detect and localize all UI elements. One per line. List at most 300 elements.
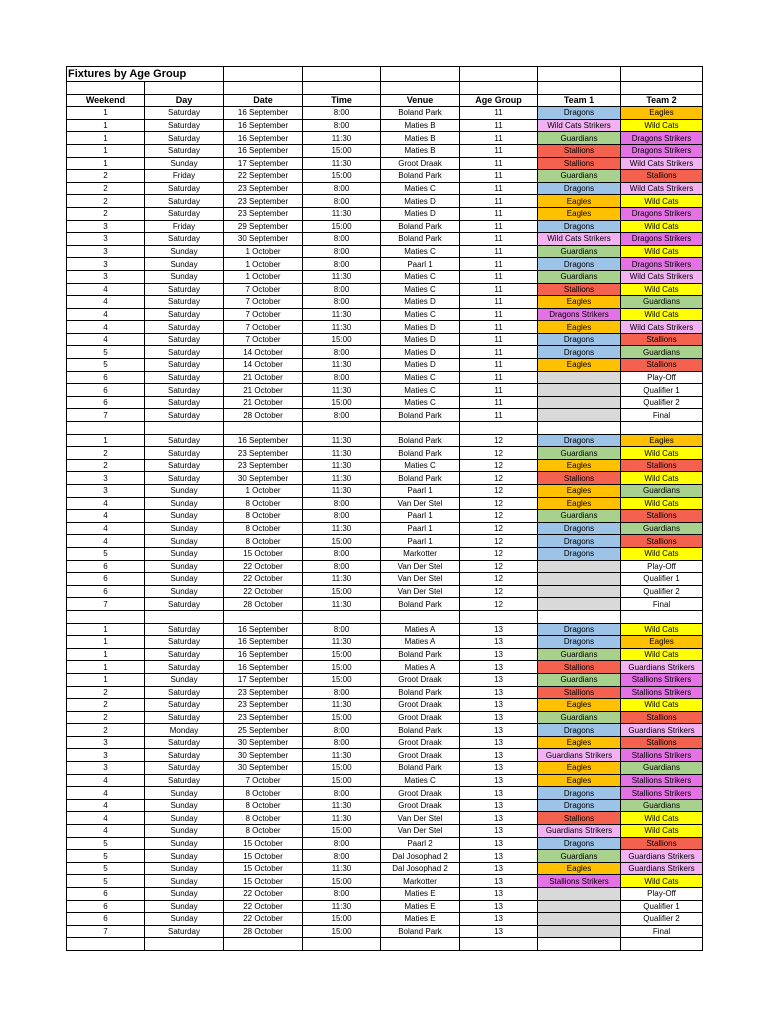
time-cell[interactable]: 8:00 — [303, 371, 381, 384]
weekend-cell[interactable]: 3 — [67, 258, 145, 271]
venue-cell[interactable]: Maties E — [381, 900, 460, 913]
age-group-cell[interactable]: 11 — [460, 409, 538, 422]
day-cell[interactable]: Sunday — [145, 812, 224, 825]
team-2-cell[interactable]: Guardians — [621, 346, 703, 359]
weekend-cell[interactable]: 4 — [67, 825, 145, 838]
cell[interactable] — [460, 610, 538, 623]
team-2-cell[interactable]: Wild Cats — [621, 812, 703, 825]
team-1-cell[interactable]: Guardians — [538, 711, 621, 724]
weekend-cell[interactable]: 1 — [67, 119, 145, 132]
team-2-cell[interactable]: Stallions — [621, 459, 703, 472]
team-2-cell[interactable]: Wild Cats Strikers — [621, 270, 703, 283]
venue-cell[interactable]: Boland Park — [381, 598, 460, 611]
team-1-cell[interactable]: Guardians — [538, 170, 621, 183]
venue-cell[interactable]: Maties D — [381, 296, 460, 309]
time-cell[interactable]: 11:30 — [303, 157, 381, 170]
weekend-cell[interactable]: 4 — [67, 283, 145, 296]
weekend-cell[interactable]: 5 — [67, 346, 145, 359]
day-cell[interactable]: Saturday — [145, 308, 224, 321]
day-cell[interactable]: Saturday — [145, 371, 224, 384]
venue-cell[interactable]: Van Der Stel — [381, 812, 460, 825]
day-cell[interactable]: Saturday — [145, 107, 224, 120]
team-2-cell[interactable]: Wild Cats Strikers — [621, 182, 703, 195]
time-cell[interactable]: 8:00 — [303, 283, 381, 296]
age-group-cell[interactable]: 11 — [460, 157, 538, 170]
age-group-cell[interactable]: 13 — [460, 812, 538, 825]
weekend-cell[interactable]: 4 — [67, 321, 145, 334]
date-cell[interactable]: 30 September — [224, 749, 303, 762]
day-cell[interactable]: Saturday — [145, 144, 224, 157]
venue-cell[interactable]: Paarl 1 — [381, 522, 460, 535]
time-cell[interactable]: 15:00 — [303, 925, 381, 938]
team-1-cell[interactable] — [538, 888, 621, 901]
cell[interactable] — [538, 610, 621, 623]
venue-cell[interactable]: Boland Park — [381, 220, 460, 233]
cell[interactable] — [621, 67, 703, 82]
team-1-cell[interactable]: Stallions — [538, 144, 621, 157]
venue-cell[interactable]: Paarl 1 — [381, 258, 460, 271]
venue-cell[interactable]: Van Der Stel — [381, 560, 460, 573]
venue-cell[interactable]: Boland Park — [381, 170, 460, 183]
weekend-cell[interactable]: 4 — [67, 787, 145, 800]
team-1-cell[interactable]: Guardians — [538, 850, 621, 863]
age-group-cell[interactable]: 13 — [460, 888, 538, 901]
team-1-cell[interactable]: Dragons — [538, 434, 621, 447]
team-1-cell[interactable]: Guardians — [538, 447, 621, 460]
date-cell[interactable]: 1 October — [224, 245, 303, 258]
weekend-cell[interactable]: 7 — [67, 409, 145, 422]
time-cell[interactable]: 8:00 — [303, 547, 381, 560]
team-2-cell[interactable]: Stallions — [621, 736, 703, 749]
weekend-cell[interactable]: 3 — [67, 220, 145, 233]
venue-cell[interactable]: Dal Josophad 2 — [381, 862, 460, 875]
date-cell[interactable]: 28 October — [224, 925, 303, 938]
day-cell[interactable]: Saturday — [145, 472, 224, 485]
date-cell[interactable]: 22 October — [224, 585, 303, 598]
venue-cell[interactable]: Maties A — [381, 623, 460, 636]
team-2-cell[interactable]: Stallions Strikers — [621, 673, 703, 686]
venue-cell[interactable]: Dal Josophad 2 — [381, 850, 460, 863]
venue-cell[interactable]: Maties B — [381, 119, 460, 132]
day-cell[interactable]: Saturday — [145, 648, 224, 661]
day-cell[interactable]: Saturday — [145, 296, 224, 309]
team-1-cell[interactable]: Wild Cats Strikers — [538, 119, 621, 132]
team-2-cell[interactable]: Wild Cats — [621, 119, 703, 132]
date-cell[interactable]: 25 September — [224, 724, 303, 737]
weekend-cell[interactable]: 7 — [67, 598, 145, 611]
time-cell[interactable]: 11:30 — [303, 447, 381, 460]
cell[interactable] — [381, 422, 460, 435]
day-cell[interactable]: Saturday — [145, 321, 224, 334]
age-group-cell[interactable]: 12 — [460, 573, 538, 586]
cell[interactable] — [621, 422, 703, 435]
venue-cell[interactable]: Maties C — [381, 245, 460, 258]
team-1-cell[interactable]: Dragons — [538, 636, 621, 649]
day-cell[interactable]: Saturday — [145, 636, 224, 649]
age-group-cell[interactable]: 13 — [460, 736, 538, 749]
weekend-cell[interactable]: 5 — [67, 359, 145, 372]
venue-cell[interactable]: Maties D — [381, 321, 460, 334]
team-2-cell[interactable]: Guardians — [621, 296, 703, 309]
age-group-cell[interactable]: 11 — [460, 220, 538, 233]
date-cell[interactable]: 15 October — [224, 862, 303, 875]
weekend-cell[interactable]: 2 — [67, 686, 145, 699]
date-cell[interactable]: 8 October — [224, 522, 303, 535]
age-group-cell[interactable]: 12 — [460, 459, 538, 472]
date-cell[interactable]: 14 October — [224, 346, 303, 359]
time-cell[interactable]: 11:30 — [303, 270, 381, 283]
weekend-cell[interactable]: 5 — [67, 547, 145, 560]
team-1-cell[interactable]: Eagles — [538, 736, 621, 749]
date-cell[interactable]: 8 October — [224, 812, 303, 825]
age-group-cell[interactable]: 12 — [460, 510, 538, 523]
date-cell[interactable]: 23 September — [224, 207, 303, 220]
day-cell[interactable]: Saturday — [145, 195, 224, 208]
age-group-cell[interactable]: 11 — [460, 283, 538, 296]
weekend-cell[interactable]: 4 — [67, 774, 145, 787]
weekend-cell[interactable]: 6 — [67, 888, 145, 901]
age-group-cell[interactable]: 13 — [460, 774, 538, 787]
weekend-cell[interactable]: 3 — [67, 485, 145, 498]
team-2-cell[interactable]: Stallions — [621, 359, 703, 372]
cell[interactable] — [224, 67, 303, 82]
cell[interactable] — [145, 610, 224, 623]
weekend-cell[interactable]: 6 — [67, 900, 145, 913]
age-group-cell[interactable]: 12 — [460, 547, 538, 560]
team-2-cell[interactable]: Stallions — [621, 170, 703, 183]
team-1-cell[interactable]: Eagles — [538, 207, 621, 220]
venue-cell[interactable]: Van Der Stel — [381, 825, 460, 838]
team-2-cell[interactable]: Wild Cats — [621, 195, 703, 208]
team-1-cell[interactable]: Dragons — [538, 535, 621, 548]
team-1-cell[interactable]: Guardians Strikers — [538, 749, 621, 762]
team-1-cell[interactable]: Dragons — [538, 623, 621, 636]
venue-cell[interactable]: Boland Park — [381, 724, 460, 737]
team-1-cell[interactable]: Guardians — [538, 132, 621, 145]
date-cell[interactable]: 16 September — [224, 144, 303, 157]
date-cell[interactable]: 16 September — [224, 132, 303, 145]
age-group-cell[interactable]: 12 — [460, 472, 538, 485]
date-cell[interactable]: 7 October — [224, 296, 303, 309]
age-group-cell[interactable]: 13 — [460, 900, 538, 913]
team-1-cell[interactable]: Guardians — [538, 510, 621, 523]
weekend-cell[interactable]: 5 — [67, 862, 145, 875]
age-group-cell[interactable]: 13 — [460, 925, 538, 938]
age-group-cell[interactable]: 12 — [460, 485, 538, 498]
header-team-1[interactable]: Team 1 — [538, 94, 621, 107]
day-cell[interactable]: Saturday — [145, 207, 224, 220]
time-cell[interactable]: 8:00 — [303, 107, 381, 120]
venue-cell[interactable]: Maties D — [381, 346, 460, 359]
team-2-cell[interactable]: Guardians Strikers — [621, 661, 703, 674]
date-cell[interactable]: 17 September — [224, 157, 303, 170]
weekend-cell[interactable]: 1 — [67, 661, 145, 674]
age-group-cell[interactable]: 12 — [460, 598, 538, 611]
age-group-cell[interactable]: 11 — [460, 182, 538, 195]
day-cell[interactable]: Saturday — [145, 925, 224, 938]
weekend-cell[interactable]: 1 — [67, 434, 145, 447]
team-1-cell[interactable]: Eagles — [538, 699, 621, 712]
age-group-cell[interactable]: 13 — [460, 825, 538, 838]
time-cell[interactable]: 11:30 — [303, 749, 381, 762]
weekend-cell[interactable]: 3 — [67, 736, 145, 749]
venue-cell[interactable]: Van Der Stel — [381, 585, 460, 598]
age-group-cell[interactable]: 13 — [460, 648, 538, 661]
day-cell[interactable]: Sunday — [145, 535, 224, 548]
team-2-cell[interactable]: Stallions — [621, 711, 703, 724]
cell[interactable] — [145, 938, 224, 951]
team-1-cell[interactable]: Guardians — [538, 270, 621, 283]
day-cell[interactable]: Sunday — [145, 888, 224, 901]
date-cell[interactable]: 21 October — [224, 384, 303, 397]
day-cell[interactable]: Saturday — [145, 346, 224, 359]
age-group-cell[interactable]: 11 — [460, 321, 538, 334]
time-cell[interactable]: 8:00 — [303, 623, 381, 636]
weekend-cell[interactable]: 7 — [67, 925, 145, 938]
team-2-cell[interactable]: Wild Cats — [621, 220, 703, 233]
team-2-cell[interactable]: Guardians — [621, 799, 703, 812]
age-group-cell[interactable]: 11 — [460, 359, 538, 372]
time-cell[interactable]: 15:00 — [303, 144, 381, 157]
time-cell[interactable]: 8:00 — [303, 296, 381, 309]
weekend-cell[interactable]: 2 — [67, 724, 145, 737]
team-1-cell[interactable]: Dragons Strikers — [538, 308, 621, 321]
team-1-cell[interactable]: Eagles — [538, 321, 621, 334]
cell[interactable] — [224, 610, 303, 623]
header-day[interactable]: Day — [145, 94, 224, 107]
day-cell[interactable]: Saturday — [145, 132, 224, 145]
weekend-cell[interactable]: 4 — [67, 308, 145, 321]
cell[interactable] — [381, 82, 460, 95]
date-cell[interactable]: 22 October — [224, 900, 303, 913]
age-group-cell[interactable]: 13 — [460, 837, 538, 850]
team-2-cell[interactable]: Stallions — [621, 837, 703, 850]
venue-cell[interactable]: Paarl 2 — [381, 837, 460, 850]
date-cell[interactable]: 8 October — [224, 510, 303, 523]
team-2-cell[interactable]: Play-Off — [621, 371, 703, 384]
team-1-cell[interactable]: Eagles — [538, 459, 621, 472]
time-cell[interactable]: 8:00 — [303, 736, 381, 749]
day-cell[interactable]: Friday — [145, 170, 224, 183]
team-1-cell[interactable]: Dragons — [538, 107, 621, 120]
venue-cell[interactable]: Paarl 1 — [381, 485, 460, 498]
cell[interactable] — [303, 610, 381, 623]
weekend-cell[interactable]: 3 — [67, 749, 145, 762]
weekend-cell[interactable]: 1 — [67, 673, 145, 686]
team-1-cell[interactable] — [538, 900, 621, 913]
venue-cell[interactable]: Maties D — [381, 333, 460, 346]
team-1-cell[interactable]: Dragons — [538, 258, 621, 271]
venue-cell[interactable]: Van Der Stel — [381, 573, 460, 586]
team-2-cell[interactable]: Eagles — [621, 636, 703, 649]
date-cell[interactable]: 22 October — [224, 888, 303, 901]
cell[interactable] — [460, 67, 538, 82]
team-2-cell[interactable]: Wild Cats Strikers — [621, 321, 703, 334]
team-2-cell[interactable]: Final — [621, 598, 703, 611]
team-1-cell[interactable] — [538, 409, 621, 422]
time-cell[interactable]: 11:30 — [303, 598, 381, 611]
date-cell[interactable]: 23 September — [224, 686, 303, 699]
team-1-cell[interactable]: Eagles — [538, 774, 621, 787]
day-cell[interactable]: Saturday — [145, 447, 224, 460]
team-1-cell[interactable]: Dragons — [538, 182, 621, 195]
team-2-cell[interactable]: Guardians Strikers — [621, 724, 703, 737]
day-cell[interactable]: Saturday — [145, 384, 224, 397]
day-cell[interactable]: Sunday — [145, 850, 224, 863]
date-cell[interactable]: 15 October — [224, 850, 303, 863]
cell[interactable] — [381, 938, 460, 951]
weekend-cell[interactable]: 4 — [67, 333, 145, 346]
date-cell[interactable]: 15 October — [224, 837, 303, 850]
time-cell[interactable]: 15:00 — [303, 673, 381, 686]
age-group-cell[interactable]: 11 — [460, 346, 538, 359]
venue-cell[interactable]: Maties C — [381, 283, 460, 296]
date-cell[interactable]: 1 October — [224, 270, 303, 283]
day-cell[interactable]: Saturday — [145, 119, 224, 132]
date-cell[interactable]: 30 September — [224, 736, 303, 749]
venue-cell[interactable]: Maties D — [381, 195, 460, 208]
day-cell[interactable]: Sunday — [145, 585, 224, 598]
time-cell[interactable]: 8:00 — [303, 787, 381, 800]
cell[interactable] — [224, 82, 303, 95]
day-cell[interactable]: Saturday — [145, 283, 224, 296]
day-cell[interactable]: Sunday — [145, 787, 224, 800]
age-group-cell[interactable]: 13 — [460, 661, 538, 674]
date-cell[interactable]: 8 October — [224, 799, 303, 812]
weekend-cell[interactable]: 3 — [67, 472, 145, 485]
weekend-cell[interactable]: 1 — [67, 157, 145, 170]
time-cell[interactable]: 11:30 — [303, 522, 381, 535]
date-cell[interactable]: 1 October — [224, 258, 303, 271]
age-group-cell[interactable]: 13 — [460, 862, 538, 875]
venue-cell[interactable]: Maties C — [381, 459, 460, 472]
time-cell[interactable]: 11:30 — [303, 472, 381, 485]
weekend-cell[interactable]: 1 — [67, 636, 145, 649]
team-2-cell[interactable]: Qualifier 2 — [621, 585, 703, 598]
day-cell[interactable]: Sunday — [145, 485, 224, 498]
age-group-cell[interactable]: 11 — [460, 245, 538, 258]
day-cell[interactable]: Sunday — [145, 900, 224, 913]
day-cell[interactable]: Saturday — [145, 711, 224, 724]
age-group-cell[interactable]: 11 — [460, 296, 538, 309]
time-cell[interactable]: 15:00 — [303, 585, 381, 598]
team-2-cell[interactable]: Guardians — [621, 522, 703, 535]
weekend-cell[interactable]: 4 — [67, 497, 145, 510]
date-cell[interactable]: 15 October — [224, 547, 303, 560]
time-cell[interactable]: 11:30 — [303, 359, 381, 372]
date-cell[interactable]: 30 September — [224, 233, 303, 246]
date-cell[interactable]: 28 October — [224, 409, 303, 422]
weekend-cell[interactable]: 3 — [67, 245, 145, 258]
header-age-group[interactable]: Age Group — [460, 94, 538, 107]
time-cell[interactable]: 15:00 — [303, 535, 381, 548]
weekend-cell[interactable]: 6 — [67, 585, 145, 598]
age-group-cell[interactable]: 12 — [460, 522, 538, 535]
weekend-cell[interactable]: 5 — [67, 875, 145, 888]
team-2-cell[interactable]: Wild Cats — [621, 308, 703, 321]
cell[interactable] — [460, 422, 538, 435]
cell[interactable] — [538, 422, 621, 435]
header-time[interactable]: Time — [303, 94, 381, 107]
header-weekend[interactable]: Weekend — [67, 94, 145, 107]
date-cell[interactable]: 16 September — [224, 107, 303, 120]
team-2-cell[interactable]: Wild Cats — [621, 699, 703, 712]
weekend-cell[interactable]: 3 — [67, 762, 145, 775]
time-cell[interactable]: 11:30 — [303, 636, 381, 649]
team-1-cell[interactable]: Dragons — [538, 837, 621, 850]
time-cell[interactable]: 11:30 — [303, 699, 381, 712]
age-group-cell[interactable]: 13 — [460, 850, 538, 863]
venue-cell[interactable]: Markotter — [381, 875, 460, 888]
team-2-cell[interactable]: Final — [621, 925, 703, 938]
age-group-cell[interactable]: 11 — [460, 144, 538, 157]
date-cell[interactable]: 7 October — [224, 774, 303, 787]
team-1-cell[interactable]: Dragons — [538, 787, 621, 800]
age-group-cell[interactable]: 13 — [460, 762, 538, 775]
team-2-cell[interactable]: Stallions Strikers — [621, 774, 703, 787]
age-group-cell[interactable]: 12 — [460, 585, 538, 598]
cell[interactable] — [303, 67, 381, 82]
header-date[interactable]: Date — [224, 94, 303, 107]
age-group-cell[interactable]: 13 — [460, 799, 538, 812]
day-cell[interactable]: Saturday — [145, 434, 224, 447]
venue-cell[interactable]: Boland Park — [381, 762, 460, 775]
date-cell[interactable]: 15 October — [224, 875, 303, 888]
team-2-cell[interactable]: Qualifier 2 — [621, 396, 703, 409]
date-cell[interactable]: 22 October — [224, 573, 303, 586]
venue-cell[interactable]: Maties C — [381, 384, 460, 397]
team-2-cell[interactable]: Play-Off — [621, 888, 703, 901]
venue-cell[interactable]: Maties C — [381, 308, 460, 321]
date-cell[interactable]: 22 October — [224, 913, 303, 926]
team-1-cell[interactable]: Stallions — [538, 812, 621, 825]
team-2-cell[interactable]: Dragons Strikers — [621, 207, 703, 220]
age-group-cell[interactable]: 13 — [460, 623, 538, 636]
team-1-cell[interactable] — [538, 384, 621, 397]
age-group-cell[interactable]: 13 — [460, 913, 538, 926]
date-cell[interactable]: 16 September — [224, 661, 303, 674]
venue-cell[interactable]: Maties C — [381, 774, 460, 787]
team-1-cell[interactable]: Stallions — [538, 686, 621, 699]
team-1-cell[interactable] — [538, 573, 621, 586]
day-cell[interactable]: Sunday — [145, 837, 224, 850]
age-group-cell[interactable]: 11 — [460, 308, 538, 321]
team-1-cell[interactable] — [538, 585, 621, 598]
day-cell[interactable]: Saturday — [145, 736, 224, 749]
weekend-cell[interactable]: 2 — [67, 207, 145, 220]
team-2-cell[interactable]: Play-Off — [621, 560, 703, 573]
day-cell[interactable]: Sunday — [145, 673, 224, 686]
time-cell[interactable]: 15:00 — [303, 762, 381, 775]
team-2-cell[interactable]: Eagles — [621, 434, 703, 447]
weekend-cell[interactable]: 1 — [67, 144, 145, 157]
team-2-cell[interactable]: Wild Cats Strikers — [621, 157, 703, 170]
venue-cell[interactable]: Maties C — [381, 270, 460, 283]
day-cell[interactable]: Sunday — [145, 258, 224, 271]
team-2-cell[interactable]: Qualifier 1 — [621, 384, 703, 397]
weekend-cell[interactable]: 1 — [67, 107, 145, 120]
team-2-cell[interactable]: Guardians — [621, 485, 703, 498]
team-2-cell[interactable]: Wild Cats — [621, 283, 703, 296]
time-cell[interactable]: 15:00 — [303, 220, 381, 233]
date-cell[interactable]: 21 October — [224, 396, 303, 409]
venue-cell[interactable]: Boland Park — [381, 686, 460, 699]
time-cell[interactable]: 8:00 — [303, 346, 381, 359]
day-cell[interactable]: Monday — [145, 724, 224, 737]
date-cell[interactable]: 21 October — [224, 371, 303, 384]
time-cell[interactable]: 8:00 — [303, 119, 381, 132]
time-cell[interactable]: 8:00 — [303, 245, 381, 258]
